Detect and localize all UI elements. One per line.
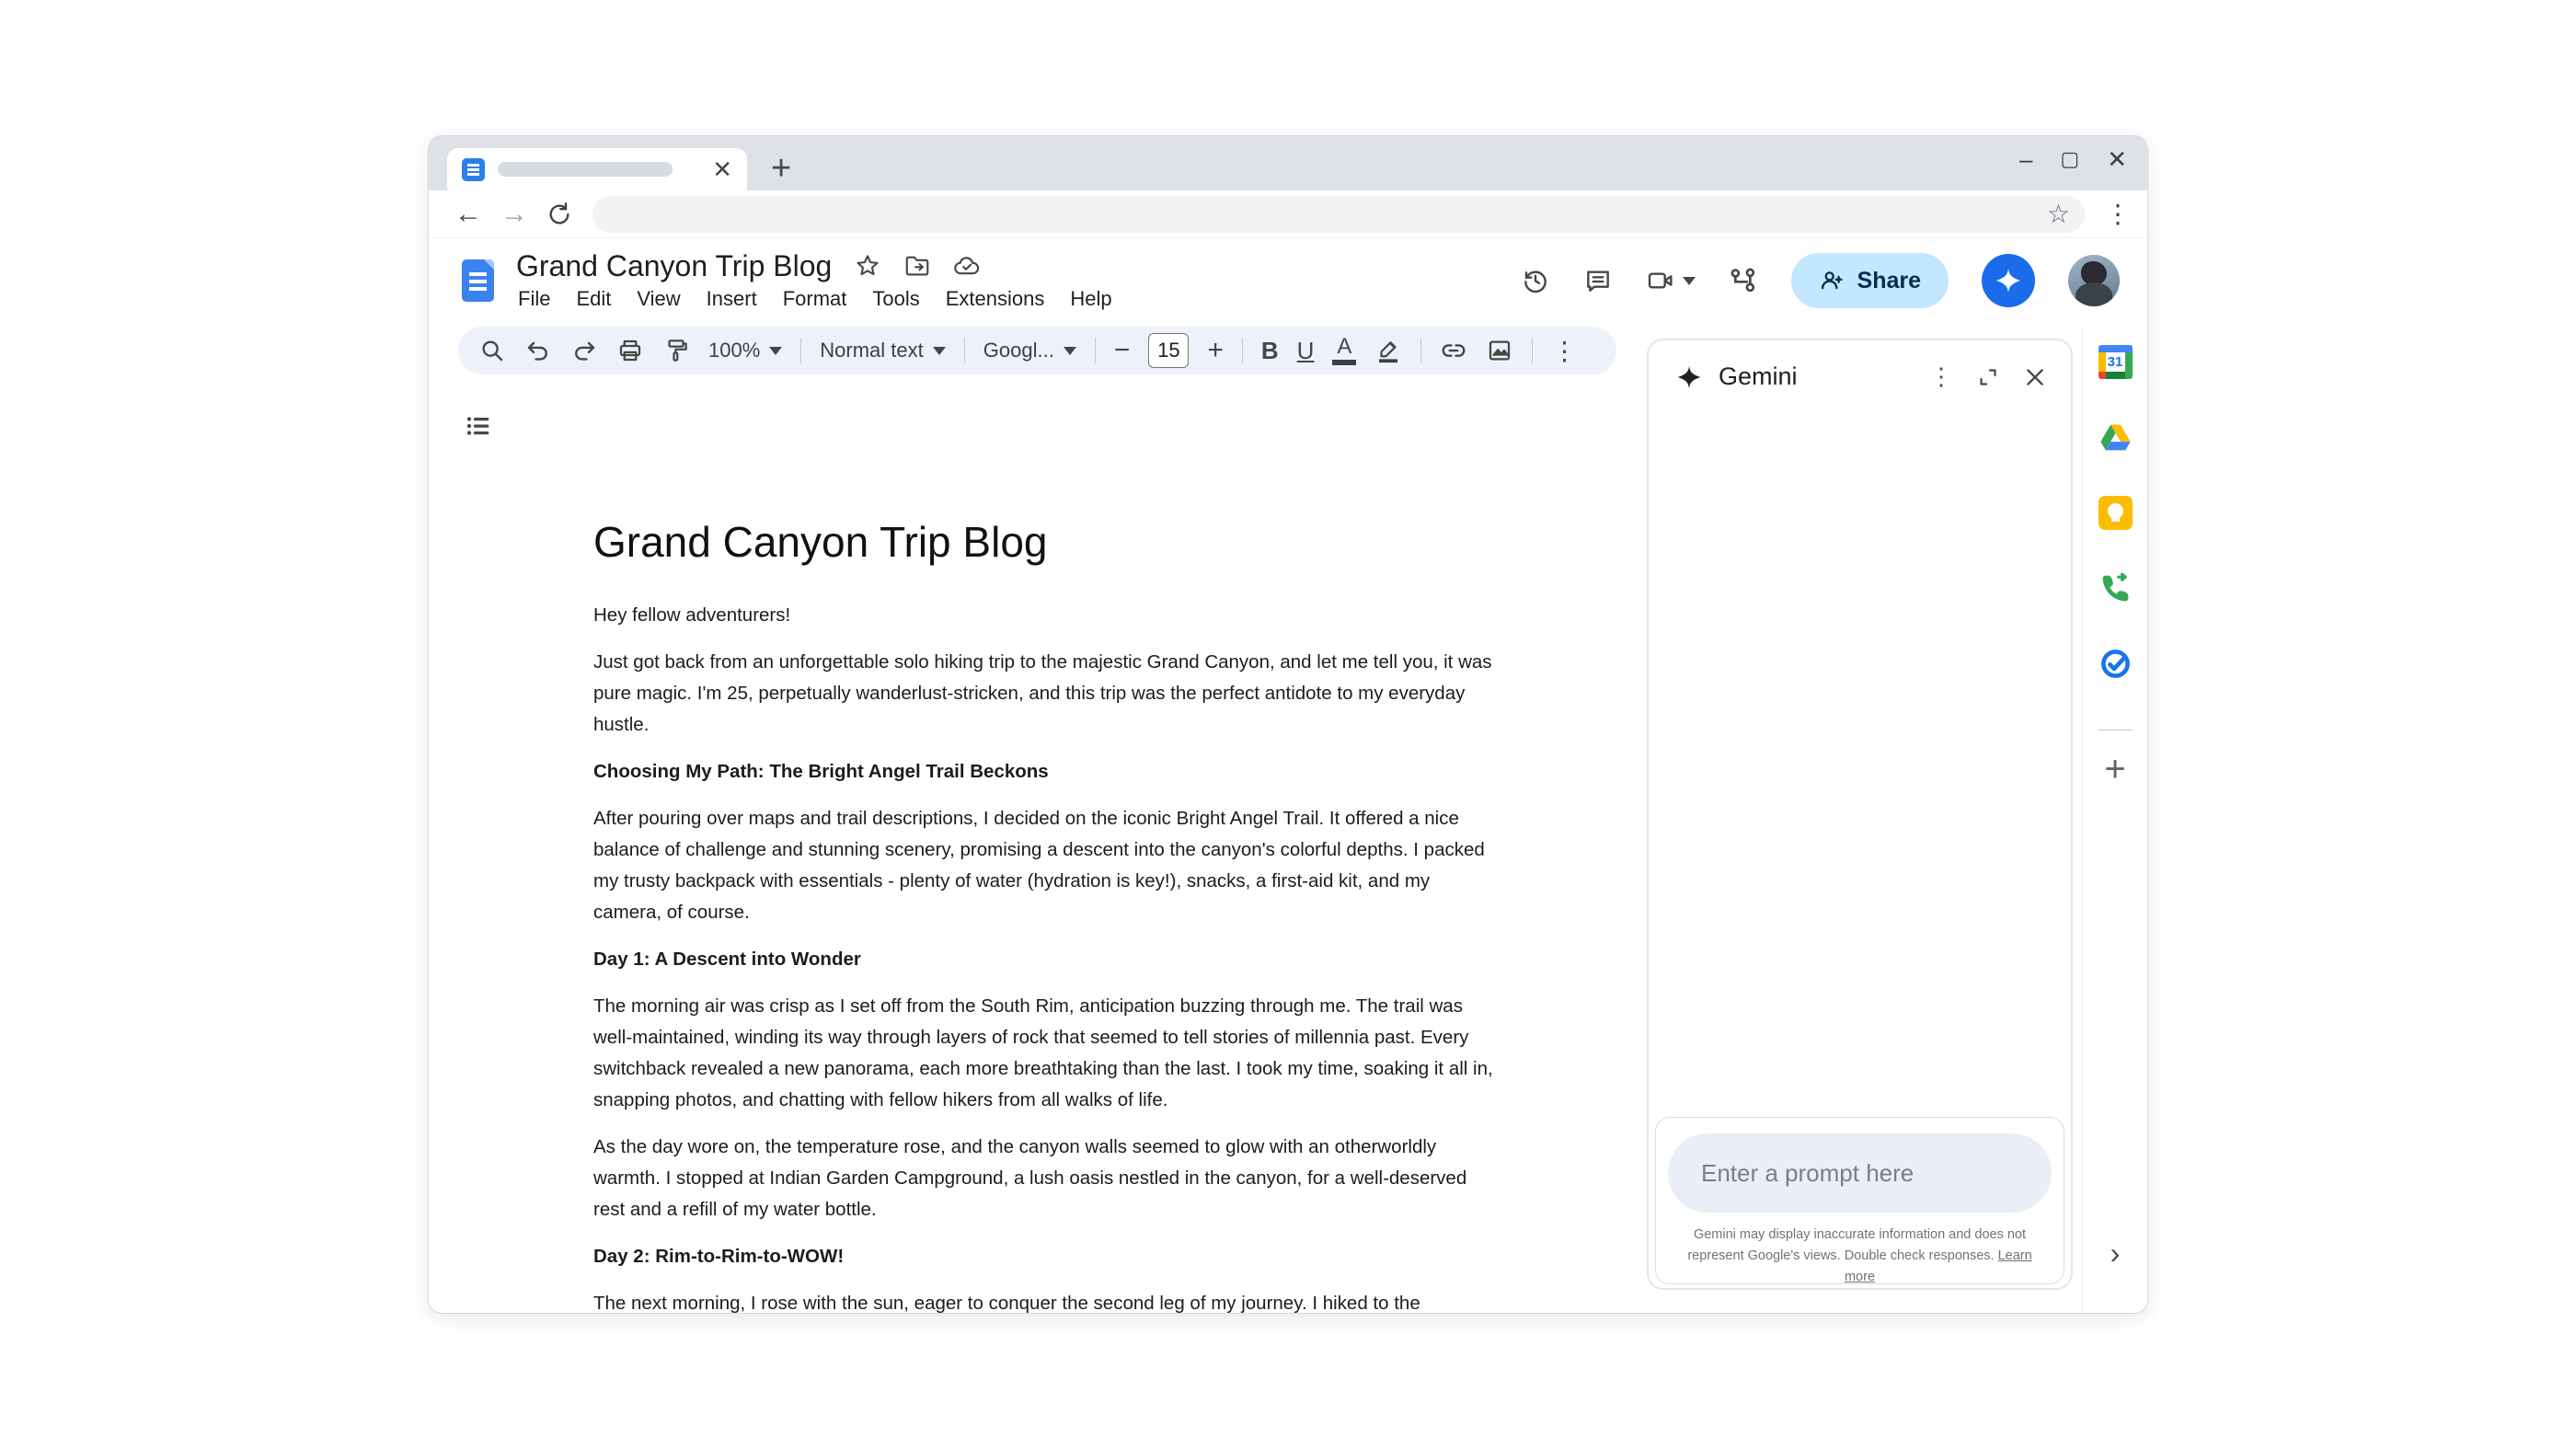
calendar-icon[interactable]: 31 bbox=[2099, 345, 2133, 379]
gemini-prompt-pill[interactable] bbox=[1668, 1133, 2052, 1213]
gemini-spark-icon bbox=[1995, 267, 2022, 294]
doc-paragraph[interactable]: The morning air was crisp as I set off from the South Rim, anticipation buzzing through me. The trail was well-maintained, winding its way through layers of rock that seemed to tell stories of millennia past. Every switchback revealed a new panorama, each more breathtaking than the last. I took my time, soaking it all in, snapping photos, and chatting with fellow hikers from all walks of life. bbox=[593, 995, 1493, 1110]
doc-heading[interactable]: Day 2: Rim-to-Rim-to-WOW! bbox=[593, 1246, 845, 1267]
gemini-close-icon[interactable] bbox=[2023, 365, 2047, 389]
reload-button[interactable] bbox=[546, 201, 572, 227]
share-button-label: Share bbox=[1857, 267, 1921, 293]
comments-icon[interactable] bbox=[1583, 266, 1613, 295]
toolbar-divider bbox=[964, 338, 965, 363]
url-bar[interactable] bbox=[592, 196, 2085, 233]
doc-paragraph[interactable]: As the day wore on, the temperature rose, and the canyon walls seemed to glow with an otherworldly warmth. I stopped at Indian Garden Campground, a lush oasis nestled in the canyon, for a well-deserved rest and a refill of my water bottle. bbox=[593, 1136, 1467, 1220]
gemini-spark-button[interactable] bbox=[1982, 254, 2035, 307]
zoom-select[interactable] bbox=[708, 339, 782, 362]
document-outline-icon[interactable] bbox=[465, 412, 492, 440]
tab-title-placeholder bbox=[498, 162, 673, 177]
tab-close-icon[interactable]: ✕ bbox=[712, 155, 732, 183]
drive-icon[interactable] bbox=[2099, 420, 2133, 454]
menu-tools[interactable]: Tools bbox=[872, 286, 920, 310]
keep-icon[interactable] bbox=[2099, 496, 2133, 530]
voice-phone-icon[interactable] bbox=[2099, 571, 2133, 605]
insert-image-button[interactable] bbox=[1486, 337, 1513, 364]
doc-paragraph[interactable]: After pouring over maps and trail descriptions, I decided on the iconic Bright Angel Trail. It offered a nice balance of challenge and stunning scenery, promising a descent into the canyon's colorful depths. I packed my trusty backpack with essentials - plenty of water (hydration is key!), snacks, a first-aid kit, and my camera, of course. bbox=[593, 808, 1485, 923]
tasks-icon[interactable] bbox=[2099, 647, 2133, 681]
doc-paragraph[interactable]: Hey fellow adventurers! bbox=[593, 604, 791, 626]
star-document-icon[interactable] bbox=[854, 252, 881, 280]
zoom-value: 100% bbox=[708, 339, 761, 362]
chevron-down-icon bbox=[933, 347, 946, 355]
gemini-header bbox=[1649, 340, 2071, 391]
chevron-down-icon bbox=[1064, 347, 1076, 355]
highlight-color-button[interactable] bbox=[1374, 337, 1402, 364]
gemini-expand-icon[interactable] bbox=[1977, 366, 1999, 388]
new-tab-button[interactable]: + bbox=[771, 149, 792, 188]
toolbar bbox=[458, 327, 1616, 374]
share-button[interactable] bbox=[1791, 253, 1949, 308]
menu-format[interactable]: Format bbox=[782, 286, 847, 310]
insert-link-button[interactable] bbox=[1440, 337, 1467, 364]
video-call-icon bbox=[1646, 266, 1675, 295]
document-title[interactable]: Grand Canyon Trip Blog bbox=[516, 248, 833, 282]
menu-extensions[interactable]: Extensions bbox=[945, 286, 1045, 310]
docs-favicon-icon bbox=[462, 158, 485, 181]
docs-header bbox=[429, 238, 2147, 323]
branching-flows-icon[interactable] bbox=[1729, 266, 1758, 295]
version-history-icon[interactable] bbox=[1521, 266, 1550, 295]
browser-tab[interactable] bbox=[447, 148, 747, 190]
font-size-decrease-button[interactable]: − bbox=[1113, 335, 1131, 365]
toolbar-divider bbox=[1242, 338, 1243, 363]
browser-menu-icon[interactable]: ⋮ bbox=[2105, 200, 2131, 228]
window-minimize-button[interactable]: – bbox=[2018, 145, 2033, 173]
person-add-icon bbox=[1819, 268, 1845, 293]
doc-heading[interactable]: Choosing My Path: The Bright Angel Trail Beckons bbox=[593, 761, 1049, 782]
undo-icon[interactable] bbox=[524, 337, 552, 364]
paint-format-icon[interactable] bbox=[662, 337, 690, 364]
font-size-increase-button[interactable]: + bbox=[1207, 335, 1224, 365]
gemini-panel bbox=[1647, 339, 2073, 1290]
underline-button[interactable]: U bbox=[1296, 336, 1315, 364]
doc-title[interactable]: Grand Canyon Trip Blog bbox=[593, 518, 1048, 566]
meet-call-control[interactable] bbox=[1646, 266, 1696, 295]
cloud-saved-icon[interactable] bbox=[953, 252, 981, 280]
doc-heading[interactable]: Day 1: A Descent into Wonder bbox=[593, 949, 861, 970]
get-addons-button[interactable]: + bbox=[2104, 749, 2126, 789]
window-close-button[interactable]: ✕ bbox=[2107, 145, 2127, 173]
menu-view[interactable]: View bbox=[637, 286, 681, 310]
menu-help[interactable]: Help bbox=[1070, 286, 1112, 310]
side-panel-rail bbox=[2082, 330, 2147, 1313]
text-color-swatch bbox=[1332, 360, 1356, 365]
tab-strip bbox=[429, 136, 2147, 190]
toolbar-divider bbox=[1532, 338, 1533, 363]
menu-insert[interactable]: Insert bbox=[706, 286, 757, 310]
move-folder-icon[interactable] bbox=[903, 252, 931, 280]
toolbar-divider bbox=[1420, 338, 1421, 363]
address-bar-row bbox=[429, 190, 2147, 238]
search-menus-icon[interactable] bbox=[478, 337, 506, 364]
bookmark-star-icon[interactable]: ☆ bbox=[2046, 200, 2070, 228]
doc-paragraph[interactable]: The next morning, I rose with the sun, eager to conquer the second leg of my journey. I hiked to the bbox=[593, 1293, 1420, 1313]
gemini-prompt-card bbox=[1655, 1117, 2064, 1284]
gemini-disclaimer: Gemini may display inaccurate information and does not represent Google's views. Double check responses. Learn more bbox=[1687, 1227, 2032, 1284]
back-button[interactable]: ← bbox=[454, 198, 482, 229]
redo-icon[interactable] bbox=[570, 337, 598, 364]
forward-button[interactable]: → bbox=[500, 198, 528, 229]
gemini-menu-icon[interactable]: ⋮ bbox=[1929, 362, 1953, 390]
gemini-panel-title: Gemini bbox=[1719, 362, 1798, 390]
menu-file[interactable]: File bbox=[518, 286, 551, 310]
font-select[interactable] bbox=[983, 339, 1076, 362]
paragraph-style-value: Normal text bbox=[820, 339, 924, 362]
font-value: Googl... bbox=[983, 339, 1054, 362]
menu-edit[interactable]: Edit bbox=[576, 286, 612, 310]
doc-content[interactable] bbox=[593, 515, 1502, 1313]
font-size-input[interactable]: 15 bbox=[1148, 333, 1189, 368]
toolbar-divider bbox=[800, 338, 801, 363]
menu-bar bbox=[509, 285, 1121, 313]
window-maximize-button[interactable]: ▢ bbox=[2060, 147, 2080, 170]
toolbar-divider bbox=[1095, 338, 1096, 363]
print-icon[interactable] bbox=[616, 337, 644, 364]
toolbar-overflow-icon[interactable]: ⋮ bbox=[1551, 336, 1578, 365]
account-avatar[interactable] bbox=[2068, 255, 2120, 306]
chevron-down-icon bbox=[1683, 277, 1696, 285]
doc-paragraph[interactable]: Just got back from an unforgettable solo hiking trip to the majestic Grand Canyon, and let me tell you, it was pure magic. I'm 25, perpetually wanderlust-stricken, and this trip was the perfect antidote to my everyday hustle. bbox=[593, 651, 1492, 735]
browser-window bbox=[429, 136, 2147, 1313]
text-color-button[interactable]: A bbox=[1332, 336, 1356, 365]
docs-logo-icon[interactable] bbox=[462, 259, 494, 302]
gemini-prompt-input[interactable] bbox=[1701, 1159, 2018, 1188]
learn-more-link[interactable]: Learn more bbox=[1844, 1248, 2032, 1284]
chevron-down-icon bbox=[769, 347, 782, 355]
gemini-spark-icon bbox=[1676, 364, 1702, 390]
hide-side-panel-button[interactable]: › bbox=[2110, 1236, 2121, 1270]
paragraph-style-select[interactable] bbox=[820, 339, 945, 362]
bold-button[interactable]: B bbox=[1260, 336, 1279, 364]
